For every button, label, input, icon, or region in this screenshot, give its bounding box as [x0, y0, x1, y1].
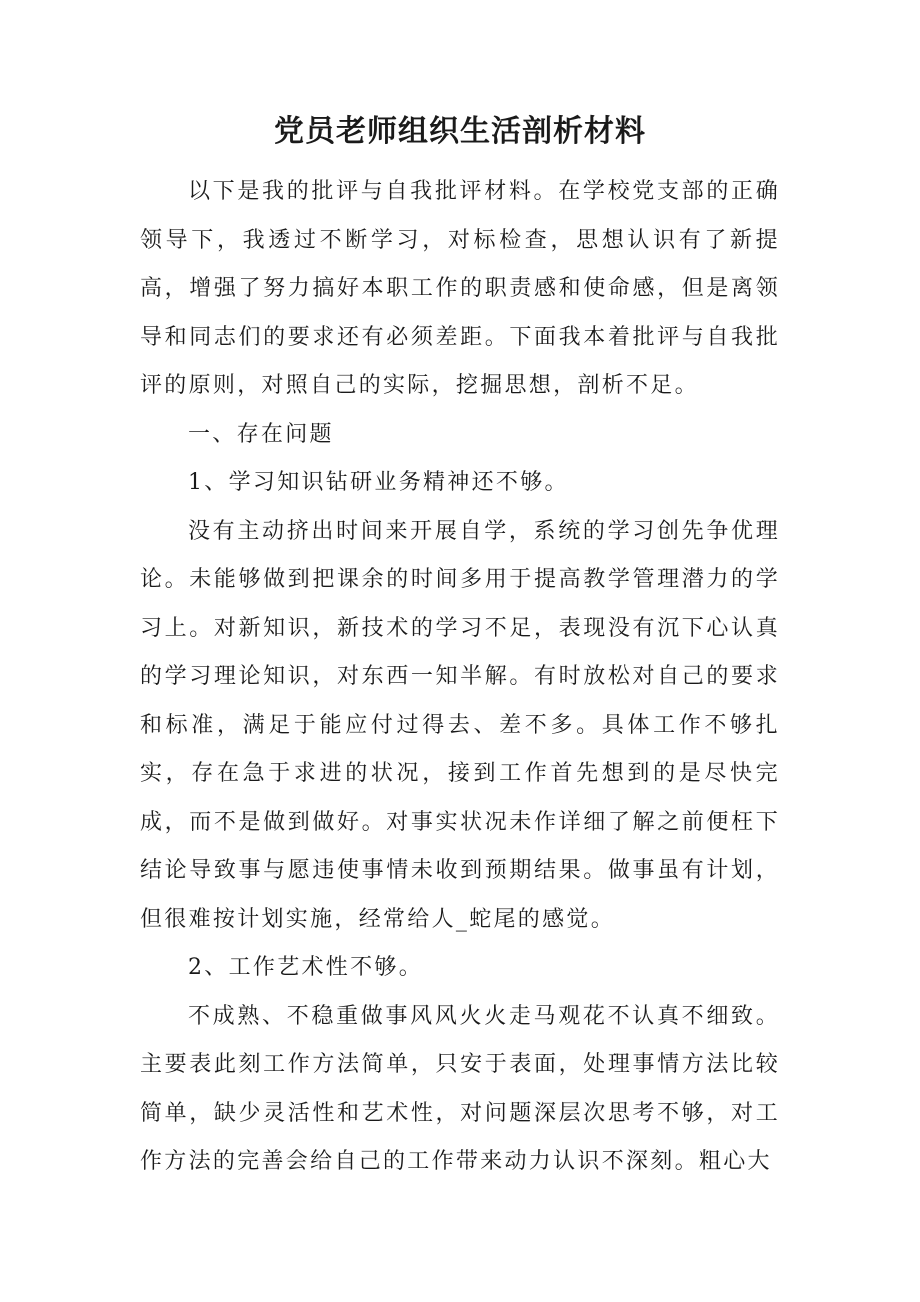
subheading-study: 1、学习知识钻研业务精神还不够。 — [188, 470, 569, 495]
study-paragraph: 没有主动挤出时间来开展自学，系统的学习创先争优理论。未能够做到把课余的时间多用于提高教学管理潜力的学习上。对新知识，新技术的学习不足，表现没有沉下心认真的学习理论知识，对东西一知半解。有时放松对自己的要求和标准，满足于能应付过得去、差不多。具体工作不够扎实，存在急于求进的状况，接到工作首先想到的是尽快完成，而不是做到做好。对事实状况未作详细了解之前便枉下结论导致事与愿违使事情未收到预期结果。做事虽有计划，但很难按计划实施，经常给人_蛇尾的感觉。 — [140, 518, 780, 932]
subheading-work-art: 2、工作艺术性不够。 — [188, 955, 423, 980]
document-title: 党员老师组织生活剖析材料 — [274, 114, 646, 149]
document-body — [140, 168, 780, 1187]
intro-paragraph: 以下是我的批评与自我批评材料。在学校党支部的正确领导下，我透过不断学习，对标检查，思想认识有了新提高，增强了努力搞好本职工作的职责感和使命感，但是离领导和同志们的要求还有必须差距。下面我本着批评与自我批评的原则，对照自己的实际，挖掘思想，剖析不足。 — [140, 179, 780, 398]
section-heading-problems: 一、存在问题 — [188, 421, 334, 447]
work-art-paragraph: 不成熟、不稳重做事风风火火走马观花不认真不细致。主要表此刻工作方法简单，只安于表面，处理事情方法比较简单，缺少灵活性和艺术性，对问题深层次思考不够，对工作方法的完善会给自己的工作带来动力认识不深刻。粗心大 — [140, 1003, 780, 1174]
